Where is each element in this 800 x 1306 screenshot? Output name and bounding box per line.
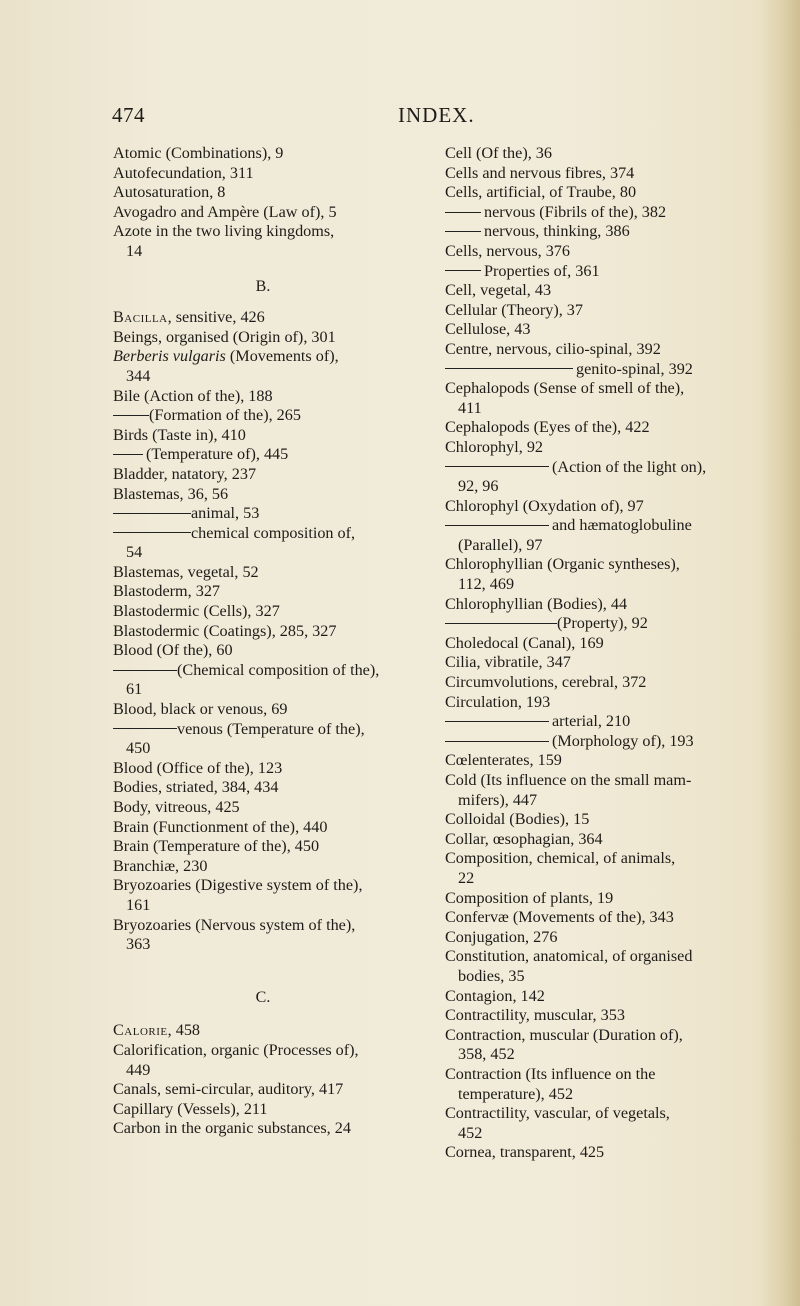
index-entry: Atomic (Combinations), 9 (113, 144, 284, 162)
index-entry: Contractility, vascular, of vegetals, 452 (445, 1104, 670, 1142)
index-entry: Collar, œsophagian, 364 (445, 829, 603, 848)
index-entry: Composition of plants, 19 (445, 888, 614, 907)
index-entry: Chlorophyllian (Organic syntheses), 112, 469 (445, 555, 680, 594)
index-entry: nervous (Fibrils of the), 382 (445, 203, 745, 223)
index-entry: Cell (Of the), 36 (445, 144, 552, 162)
index-entry: Canals, semi-circular, auditory, 417 (113, 1080, 344, 1099)
index-entry: Contraction, muscular (Duration of), 358, 452 (445, 1025, 683, 1064)
page-edge-shadow (760, 0, 800, 1306)
index-entry: Cœlenterates, 159 (445, 751, 562, 770)
index-entry: Avogadro and Ampère (Law of), 5 (113, 202, 337, 221)
index-entry: Composition, chemical, of animals, 22 (445, 849, 676, 887)
index-entry: Brain (Temperature of the), 450 (113, 837, 320, 856)
index-entry: Calorie, 458 (113, 1021, 200, 1040)
index-entry: Blood (Office of the), 123 (113, 758, 283, 777)
index-entry: Cold (Its influence on the small mam- mifers), 447 (445, 771, 692, 809)
page-number: 474 (112, 103, 145, 127)
index-entry: (Property), 92 (445, 614, 745, 634)
index-entry: (Formation of the), 265 (113, 406, 413, 426)
page-title: INDEX. (398, 103, 475, 127)
index-entry: Cellular (Theory), 37 (445, 300, 583, 319)
index-entry: (Morphology of), 193 (445, 732, 745, 752)
index-entry: Carbon in the organic substances, 24 (113, 1119, 351, 1138)
index-entry: Chlorophyl (Oxydation of), 97 (445, 496, 644, 515)
index-entry: Blastodermic (Cells), 327 (113, 602, 280, 621)
index-entry: Azote in the two living kingdoms, 14 (113, 222, 335, 260)
index-entry: Bile (Action of the), 188 (113, 386, 273, 405)
index-entry: Birds (Taste in), 410 (113, 425, 246, 444)
index-entry: Cells, nervous, 376 (445, 241, 570, 260)
index-entry: Confervæ (Movements of the), 343 (445, 908, 674, 927)
index-entry: Circumvolutions, cerebral, 372 (445, 673, 647, 692)
index-entry: Blastemas, 36, 56 (113, 484, 229, 503)
index-entry: Autosaturation, 8 (113, 183, 226, 202)
index-entry: Colloidal (Bodies), 15 (445, 810, 590, 829)
index-column-left (113, 144, 413, 1139)
index-entry: Bacilla, sensitive, 426 (113, 308, 265, 327)
index-entry: Blastoderm, 327 (113, 582, 221, 601)
index-entry: Choledocal (Canal), 169 (445, 633, 604, 652)
index-entry: Circulation, 193 (445, 692, 551, 711)
index-entry: Branchiæ, 230 (113, 856, 208, 875)
index-entry: Cilia, vibratile, 347 (445, 653, 571, 672)
index-column-right (445, 144, 745, 1163)
index-entry: Chlorophyl, 92 (445, 437, 544, 456)
index-entry: Centre, nervous, cilio-spinal, 392 (445, 339, 661, 358)
index-entry: Berberis vulgaris (Movements of), 344 (113, 347, 339, 385)
index-entry: Chlorophyllian (Bodies), 44 (445, 594, 628, 613)
index-entry: (Temperature of), 445 (113, 445, 413, 465)
index-entry: Beings, organised (Origin of), 301 (113, 327, 336, 346)
section-heading-b: B. (255, 277, 271, 295)
index-entry: Cornea, transparent, 425 (445, 1143, 605, 1162)
index-entry: Bryozoaries (Nervous system of the), 363 (113, 915, 356, 954)
index-entry: Contagion, 142 (445, 986, 545, 1005)
index-entry: Blood, black or venous, 69 (113, 700, 288, 719)
index-entry: Autofecundation, 311 (113, 163, 254, 182)
index-entry: Blood (Of the), 60 (113, 641, 233, 660)
index-entry: Constitution, anatomical, of organised bodies, 35 (445, 947, 693, 985)
index-entry: arterial, 210 (445, 712, 745, 732)
index-entry: Cephalopods (Eyes of the), 422 (445, 418, 650, 437)
index-entry: and hæmatoglobuline (Parallel), 97 (445, 516, 745, 555)
section-heading-c: C. (255, 988, 271, 1006)
index-entry: Properties of, 361 (445, 262, 745, 282)
index-entry: chemical composition of, 54 (113, 524, 413, 563)
index-entry: Cephalopods (Sense of smell of the), 411 (445, 379, 685, 417)
page-header (112, 103, 692, 125)
index-entry: Cells, artificial, of Traube, 80 (445, 183, 637, 202)
index-entry: Cellulose, 43 (445, 320, 531, 339)
index-entry: Bodies, striated, 384, 434 (113, 778, 279, 797)
index-entry: (Action of the light on), 92, 96 (445, 458, 745, 497)
index-entry: Bladder, natatory, 237 (113, 464, 257, 483)
index-entry: Brain (Functionment of the), 440 (113, 817, 328, 836)
index-entry: (Chemical composition of the), 61 (113, 661, 413, 700)
index-entry: Conjugation, 276 (445, 927, 558, 946)
index-entry: Cell, vegetal, 43 (445, 281, 552, 300)
index-entry: Contraction (Its influence on the temperature), 452 (445, 1064, 656, 1103)
index-entry: venous (Temperature of the), 450 (113, 720, 413, 759)
index-entry: Blastemas, vegetal, 52 (113, 562, 259, 581)
index-entry: animal, 53 (113, 504, 413, 524)
index-entry: Body, vitreous, 425 (113, 798, 240, 816)
index-entry: Blastodermic (Coatings), 285, 327 (113, 621, 337, 640)
index-entry: genito-spinal, 392 (445, 360, 745, 380)
index-entry: Calorification, organic (Processes of), 449 (113, 1040, 359, 1079)
index-entry: Bryozoaries (Digestive system of the), 161 (113, 876, 363, 914)
index-entry: Cells and nervous fibres, 374 (445, 163, 635, 182)
index-entry: Capillary (Vessels), 211 (113, 1099, 268, 1118)
index-entry: nervous, thinking, 386 (445, 222, 745, 242)
index-entry: Contractility, muscular, 353 (445, 1006, 625, 1025)
